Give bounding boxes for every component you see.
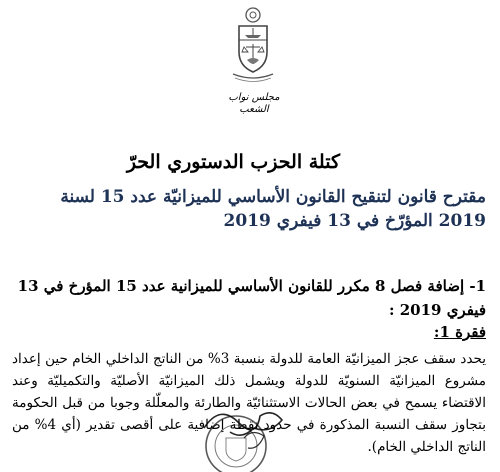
paragraph-1-label: فقرة 1: [433,323,486,341]
assembly-name: مجلس نواب الشعب [228,92,280,115]
section-1-heading: 1- إضافة فصل 8 مكرر للقانون الأساسي للميزانية عدد 15 المؤرخ في 13 فيفري 2019 : [17,277,486,319]
parliamentary-bloc-title: كتلة الحزب الدستوري الحرّ [126,151,340,173]
paragraph-1-body: يحدد سقف عجز الميزانيّة العامة للدولة بنسبة 3% من الناتج الداخلي الخام حين إعداد مشروع الميزانيّة السنويّة للدولة ويشمل ذلك الميزانيّة الأصليّة والتكميليّة وعند الاقتضاء يسمح في بعض الحالات الاستثنائيّة والطارئة والمعلّلة وجوبا من قبل الحكومة بتجاوز سقف النسبة المذكورة في حدود نقطة إضافية على أقصى تقدير (أي 4% من الناتج الداخلي الخام). [12,351,487,455]
parliament-stamp-icon [186,398,290,472]
proposal-title: مقترح قانون لتنقيح القانون الأساسي للميزانيّة عدد 15 لسنة 2019 المؤرّخ في 13 فيفري 2019 [60,187,486,231]
tunisia-coat-of-arms-icon [221,6,285,86]
